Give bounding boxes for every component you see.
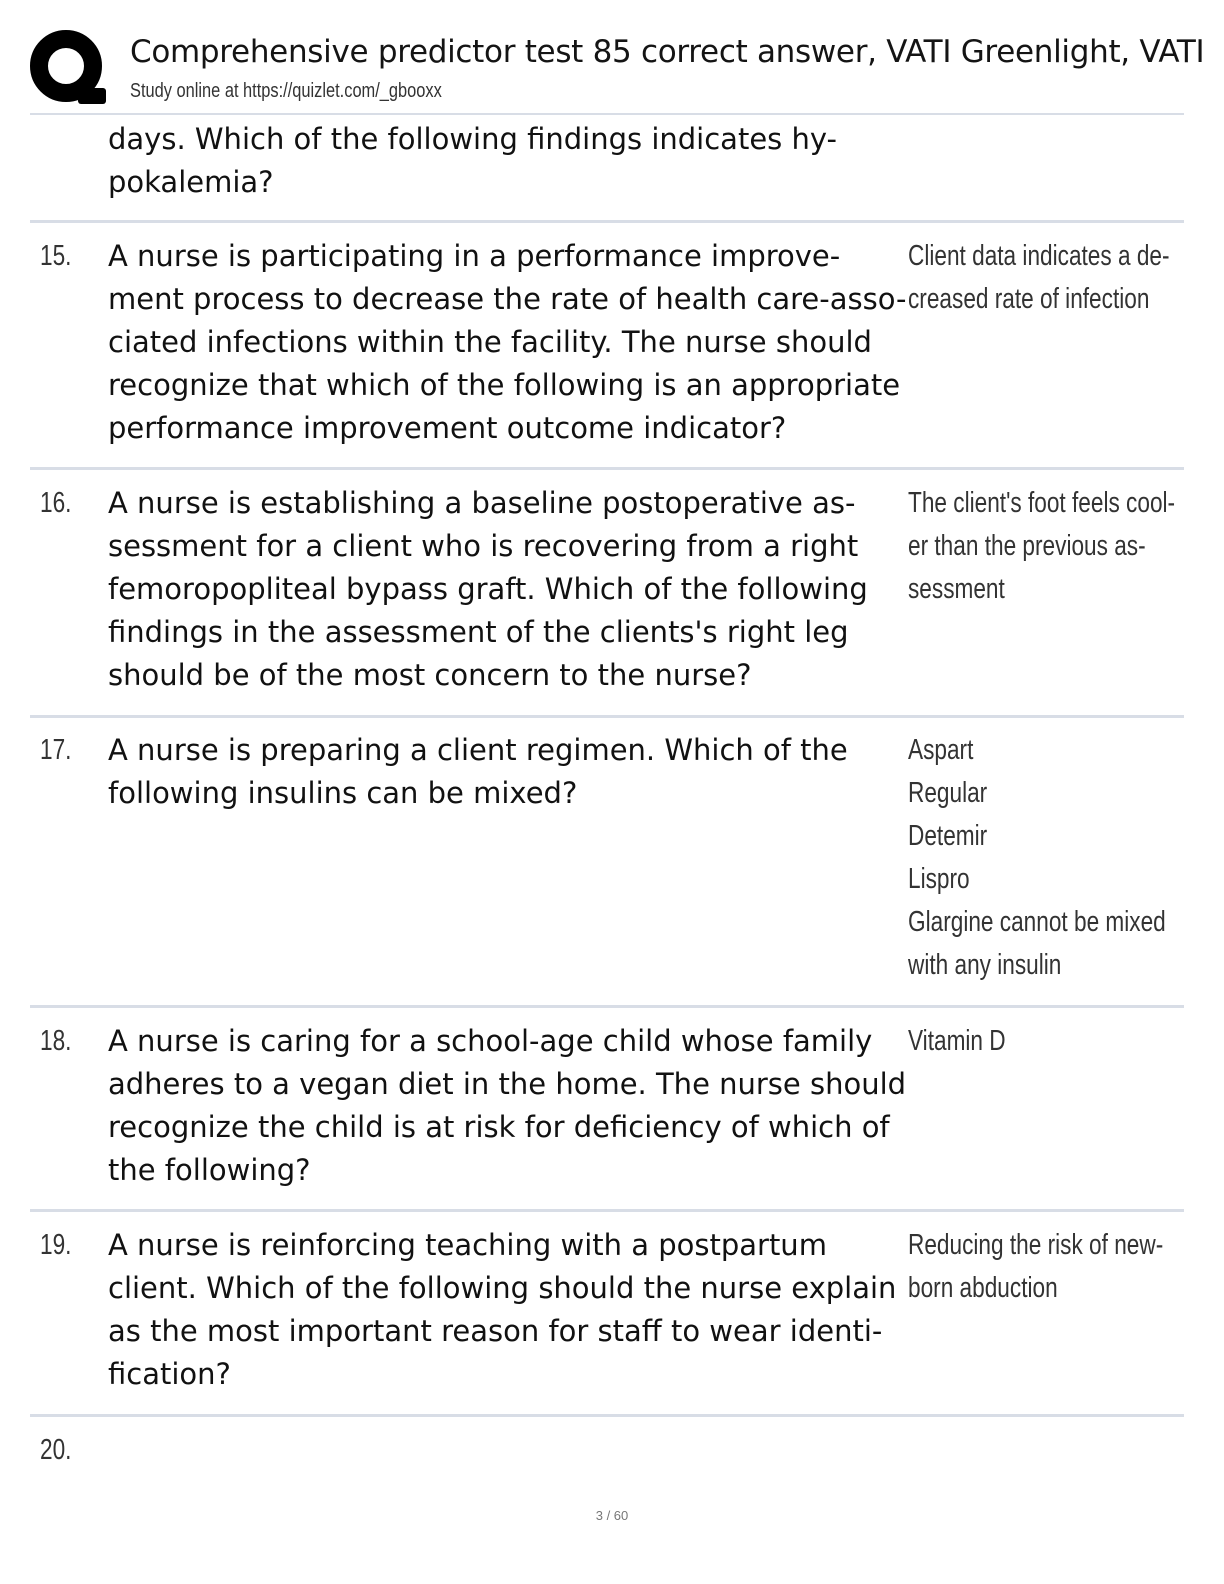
quizlet-logo-icon [30, 30, 106, 106]
card-answer [908, 729, 1166, 987]
card-divider [30, 1005, 1184, 1008]
card-question: A nurse is establishing a baseline postoperative as- sessment for a client who is recovering from a right femoropopliteal bypass graft. Which of the following findings in the assessment of the clients's right leg should be of the most concern to the nurse? [108, 486, 868, 692]
answer-line: creased rate of infection [908, 283, 1150, 315]
answer-line: The client's foot feels cool- [908, 487, 1176, 519]
page-header [30, 30, 1205, 114]
card-number: 15. [40, 240, 72, 272]
card-number: 19. [40, 1229, 72, 1261]
answer-line: Vitamin D [908, 1025, 1006, 1057]
card-divider [30, 715, 1184, 718]
answer-line: Aspart [908, 734, 974, 766]
continued-question-text [108, 118, 898, 204]
card-question: A nurse is preparing a client regimen. Which of the following insulins can be mixed? [108, 733, 848, 810]
card-number: 17. [40, 734, 72, 766]
answer-line: Regular [908, 777, 988, 809]
answer-line: Client data indicates a de- [908, 240, 1170, 272]
answer-line: born abduction [908, 1272, 1058, 1304]
card-number: 18. [40, 1025, 72, 1057]
card-question: A nurse is participating in a performance improve- ment process to decrease the rate of health care-asso- ciated infections within the facility. The nurse should recognize that which of the following is an appropriate performance improvement outcome indicator? [108, 239, 907, 445]
card-answer [908, 1020, 1158, 1063]
card-divider [30, 1209, 1184, 1212]
page-number: 3 / 60 [595, 1508, 629, 1523]
answer-line: sessment [908, 573, 1005, 605]
answer-line: Glargine cannot be mixed [908, 906, 1166, 938]
card-divider [30, 467, 1184, 470]
card-answer [908, 235, 1170, 321]
card-number: 20. [40, 1434, 72, 1466]
card-question: A nurse is caring for a school-age child whose family adheres to a vegan diet in the home. The nurse should recognize the child is at risk for deficiency of which of the following? [108, 1024, 907, 1187]
card-question: A nurse is reinforcing teaching with a postpartum client. Which of the following should the nurse explain as the most important reason for staff to wear identi- fication? [108, 1228, 897, 1391]
card-divider [30, 1414, 1184, 1417]
answer-line: Reducing the risk of new- [908, 1229, 1164, 1261]
continued-question: days. Which of the following findings indicates hy- pokalemia? [108, 122, 837, 199]
answer-line: er than the previous as- [908, 530, 1146, 562]
card-answer [908, 1224, 1164, 1310]
answer-line: with any insulin [908, 949, 1062, 981]
card-number: 16. [40, 487, 72, 519]
card-answer [908, 482, 1176, 611]
answer-line: Lispro [908, 863, 970, 895]
header-divider [30, 113, 1184, 115]
card-divider [30, 220, 1184, 223]
document-title: Comprehensive predictor test 85 correct answer, VATI Greenlight, VATI [130, 34, 1205, 70]
answer-line: Detemir [908, 820, 988, 852]
study-online-link[interactable]: Study online at https://quizlet.com/_gbooxx [130, 80, 442, 102]
